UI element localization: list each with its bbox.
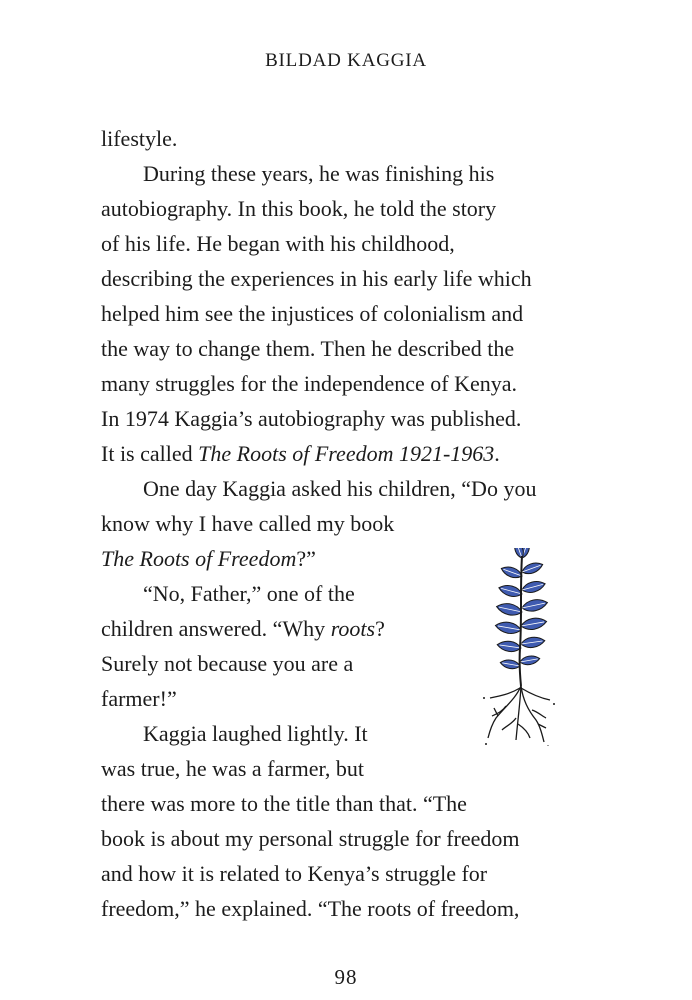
body-line-4: of his life. He began with his childhood, <box>101 231 455 256</box>
body-line-1: lifestyle. <box>101 126 178 151</box>
body-line-3: autobiography. In this book, he told the story <box>101 196 497 221</box>
body-line-17: farmer!” <box>101 686 177 711</box>
body-line-2: During these years, he was finishing his <box>143 161 495 186</box>
body-line-23: freedom,” he explained. “The roots of freedom, <box>101 896 520 921</box>
body-line-19: was true, he was a farmer, but <box>101 756 365 781</box>
body-line-21: book is about my personal struggle for freedom <box>101 826 520 851</box>
page-number: 98 <box>334 965 358 989</box>
book-title: The Roots of Freedom <box>101 546 297 571</box>
body-line-6: helped him see the injustices of colonialism and <box>101 301 524 326</box>
book-title: The Roots of Freedom 1921-1963 <box>198 441 495 466</box>
body-line-8: many struggles for the independence of Kenya. <box>101 371 518 396</box>
body-line-15: children answered. “Why roots? <box>101 616 385 641</box>
body-line-12: know why I have called my book <box>101 511 395 536</box>
plant-roots <box>488 686 550 742</box>
body-line-13: The Roots of Freedom?” <box>101 546 316 571</box>
body-line-18: Kaggia laughed lightly. It <box>143 721 368 746</box>
body-line-11: One day Kaggia asked his children, “Do you <box>143 476 537 501</box>
plant-roots-icon <box>476 548 562 746</box>
body-line-10: It is called The Roots of Freedom 1921-1963. <box>101 441 500 466</box>
running-header: BILDAD KAGGIA <box>265 50 427 71</box>
body-line-20: there was more to the title than that. “The <box>101 791 467 816</box>
body-line-7: the way to change them. Then he described the <box>101 336 515 361</box>
body-line-14: “No, Father,” one of the <box>143 581 355 606</box>
emphasis-roots: roots <box>330 616 376 641</box>
body-line-9: In 1974 Kaggia’s autobiography was published. <box>101 406 522 431</box>
body-line-5: describing the experiences in his early life which <box>101 266 532 291</box>
body-line-22: and how it is related to Kenya’s struggle for <box>101 861 488 886</box>
body-line-16: Surely not because you are a <box>101 651 354 676</box>
